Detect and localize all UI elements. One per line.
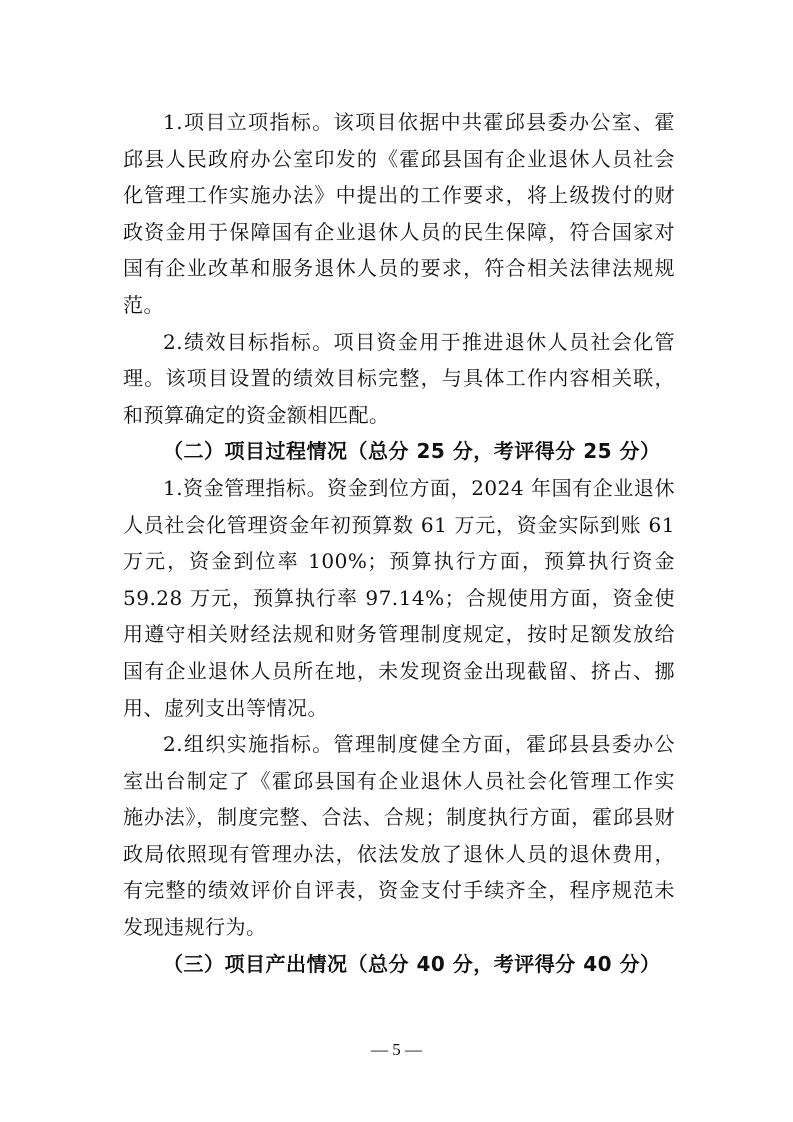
section-heading-process: （二）项目过程情况（总分 25 分，考评得分 25 分） [163,439,661,464]
section-heading-output: （三）项目产出情况（总分 40 分，考评得分 40 分） [163,951,661,976]
page-body [123,104,675,982]
page-number: — 5 — [371,1040,422,1059]
paragraph-project-approval: 1.项目立项指标。该项目依据中共霍邱县委办公室、霍邱县人民政府办公室印发的《霍邱县国有企业退休人员社会化管理工作实施办法》中提出的工作要求，将上级拨付的财政资金用于保障国有企业退休人员的民生保障，符合国家对国有企业改革和服务退休人员的要求，符合相关法律法规规范。 [123,110,675,317]
paragraph-performance-target: 2.绩效目标指标。项目资金用于推进退休人员社会化管理。该项目设置的绩效目标完整，与具体工作内容相关联，和预算确定的资金额相匹配。 [123,329,675,427]
paragraph-organization: 2.组织实施指标。管理制度健全方面，霍邱县县委办公室出台制定了《霍邱县国有企业退休人员社会化管理工作实施办法》，制度完整、合法、合规；制度执行方面，霍邱县财政局依照现有管理办法，依法发放了退休人员的退休费用，有完整的绩效评价自评表，资金支付手续齐全，程序规范未发现违规行为。 [123,732,675,940]
paragraph-fund-management: 1.资金管理指标。资金到位方面，2024 年国有企业退休人员社会化管理资金年初预算数 61 万元，资金实际到账 61 万元，资金到位率 100%；预算执行方面，预算执行资金 59.28 万元，预算执行率 97.14%；合规使用方面，资金使用遵守相关财经法规和财务管理制度规定，按时足额发放给国有企业退休人员所在地，未发现资金出现截留、挤占、挪用、虚列支出等情况。 [123,475,675,720]
